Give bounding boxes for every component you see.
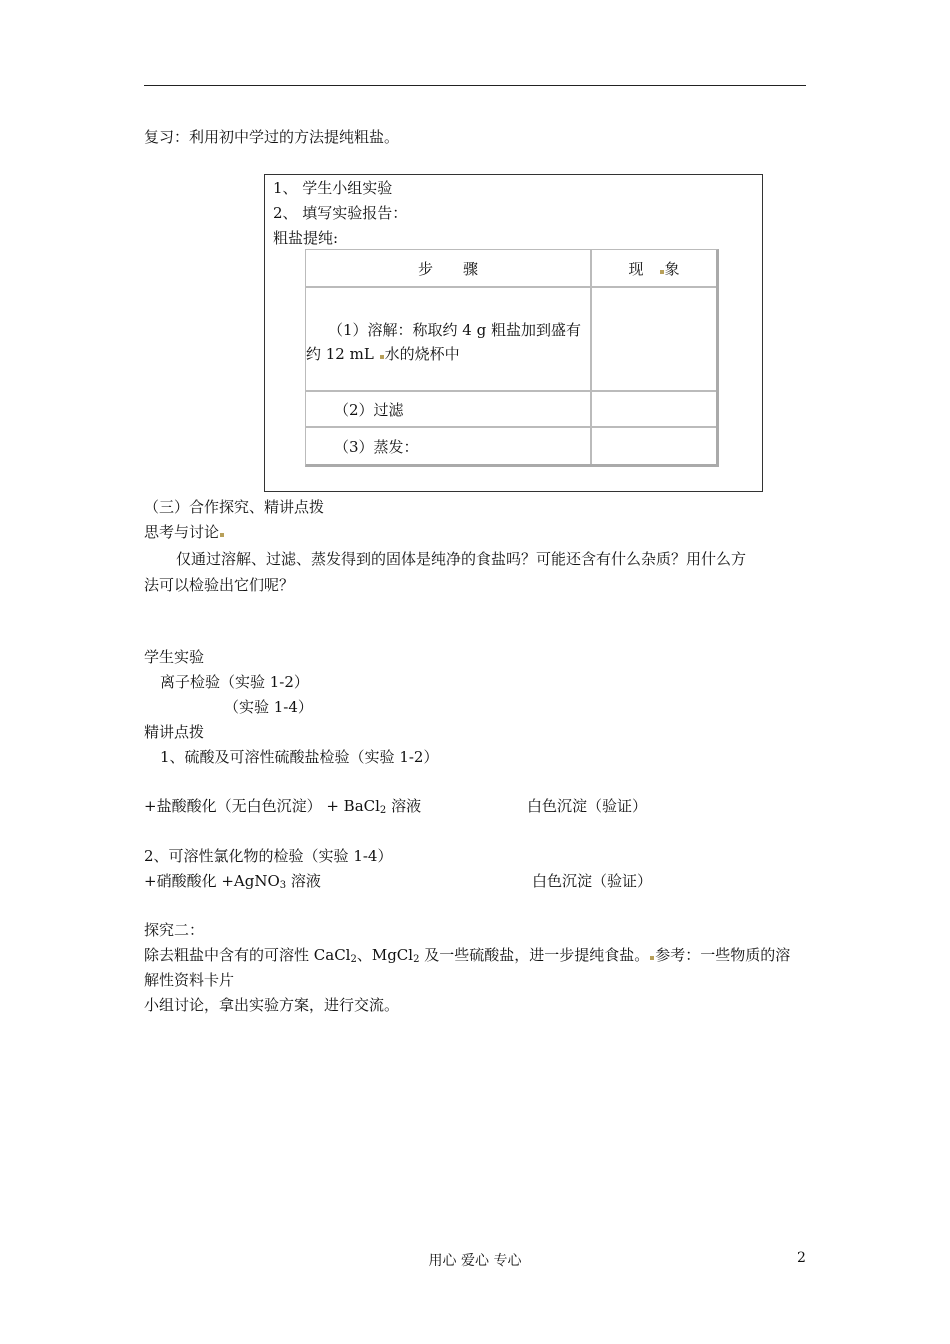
remove-impurities-line-2: 解性资料卡片 bbox=[144, 971, 235, 989]
step-1-cell bbox=[306, 288, 592, 392]
question-line-2: 法可以检验出它们呢？ bbox=[144, 576, 295, 594]
step-1-line-2: 约 12 mL 水的烧杯中 bbox=[306, 345, 460, 363]
sulfate-test-title: 1、硫酸及可溶性硫酸盐检验（实验 1-2） bbox=[160, 748, 439, 766]
remove-impurities-line-1: 除去粗盐中含有的可溶性 CaCl$_2$、MgCl$_2$ 及一些硫酸盐，进一步提纯食盐。 参考：一些物质的溶 bbox=[144, 946, 791, 965]
chloride-test-steps: +硝酸酸化 +AgNO$_3$ 溶液 bbox=[144, 872, 321, 891]
phenomenon-3-cell[interactable] bbox=[592, 428, 716, 464]
question-line-1: 仅通过溶解、过滤、蒸发得到的固体是纯净的食盐吗？可能还含有什么杂质？用什么方 bbox=[176, 550, 747, 568]
step-3-cell: （3）蒸发： bbox=[306, 428, 592, 464]
review-line: 复习：利用初中学过的方法提纯粗盐。 bbox=[144, 128, 400, 146]
sulfate-test-result: 白色沉淀（验证） bbox=[527, 797, 648, 815]
explore-2-title: 探究二： bbox=[144, 921, 205, 939]
section-3-title: （三）合作探究、精讲点拨 bbox=[144, 498, 325, 516]
ion-test-line: 离子检验（实验 1-2） bbox=[160, 673, 309, 691]
box-item-3: 粗盐提纯: bbox=[273, 229, 339, 247]
explain-title: 精讲点拨 bbox=[144, 723, 205, 741]
page-footer: 用心 爱心 专心 bbox=[428, 1253, 522, 1269]
header-rule bbox=[144, 85, 806, 86]
student-experiment-title: 学生实验 bbox=[144, 648, 205, 666]
box-item-1: 1、 学生小组实验 bbox=[273, 179, 393, 197]
chloride-test-title: 2、可溶性氯化物的检验（实验 1-4） bbox=[144, 847, 393, 865]
highlight-mark bbox=[220, 533, 224, 537]
highlight-mark bbox=[660, 270, 664, 274]
step-2-cell: （2）过滤 bbox=[306, 392, 592, 428]
purification-table bbox=[305, 249, 719, 467]
box-item-2: 2、 填写实验报告： bbox=[273, 204, 408, 222]
table-row bbox=[306, 392, 716, 428]
highlight-mark bbox=[650, 956, 654, 960]
think-discuss-title: 思考与讨论 bbox=[144, 522, 225, 542]
table-row bbox=[306, 288, 716, 392]
table-row bbox=[306, 428, 716, 464]
sulfate-test-steps: +盐酸酸化（无白色沉淀） + BaCl$_2$ 溶液 bbox=[144, 797, 422, 816]
page-number: 2 bbox=[797, 1250, 806, 1266]
chloride-test-result: 白色沉淀（验证） bbox=[532, 872, 653, 890]
highlight-mark bbox=[380, 355, 384, 359]
step-1-line-1: （1）溶解：称取约 4 g 粗盐加到盛有 bbox=[328, 321, 581, 339]
group-discussion-line: 小组讨论，拿出实验方案，进行交流。 bbox=[144, 996, 400, 1014]
phenomenon-2-cell[interactable] bbox=[592, 392, 716, 428]
phenomenon-1-cell[interactable] bbox=[592, 288, 716, 392]
experiment-1-4-line: （实验 1-4） bbox=[224, 698, 313, 716]
header-phenomenon: 现 象 bbox=[592, 250, 716, 288]
table-header-row bbox=[306, 250, 716, 288]
header-step: 步 骤 bbox=[306, 250, 592, 288]
